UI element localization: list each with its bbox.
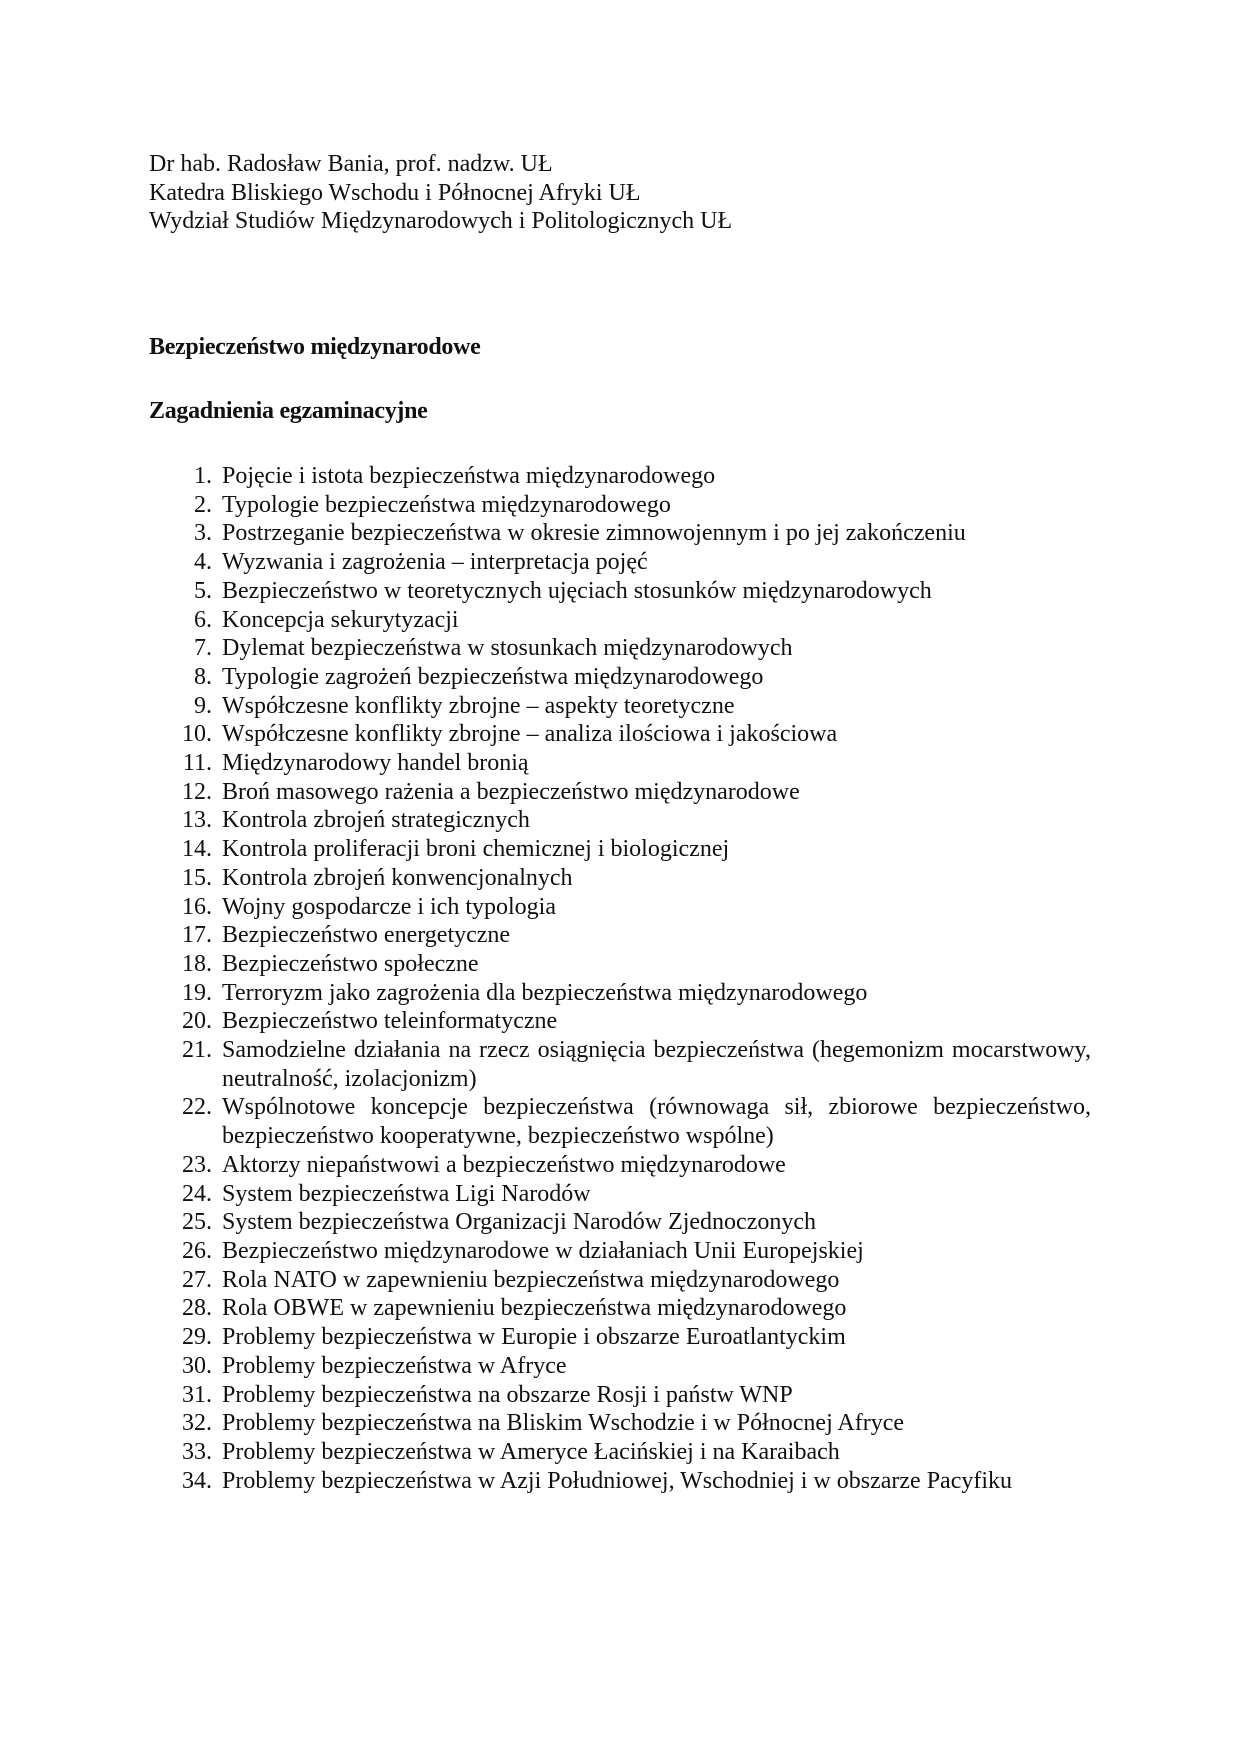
item-number: 9. (194, 692, 212, 719)
list-item (149, 1438, 1091, 1467)
item-number: 10. (182, 721, 212, 748)
list-item (149, 1180, 1091, 1209)
item-text: Rola NATO w zapewnieniu bezpieczeństwa międzynarodowego (222, 1266, 840, 1293)
list-item (149, 806, 1091, 835)
department-name: Katedra Bliskiego Wschodu i Północnej Afryki UŁ (149, 179, 641, 206)
list-item (149, 921, 1091, 950)
item-text: Postrzeganie bezpieczeństwa w okresie zimnowojennym i po jej zakończeniu (222, 520, 966, 547)
item-number: 16. (182, 893, 212, 920)
author-name: Dr hab. Radosław Bania, prof. nadzw. UŁ (149, 151, 553, 177)
item-number: 34. (182, 1467, 212, 1494)
item-text: Problemy bezpieczeństwa w Ameryce Łacińskiej i na Karaibach (222, 1438, 840, 1465)
item-number: 4. (194, 549, 212, 576)
item-number: 22. (182, 1094, 212, 1121)
item-text: Wojny gospodarcze i ich typologia (222, 893, 556, 920)
list-item (149, 577, 1091, 606)
item-number: 1. (194, 463, 212, 489)
list-item (149, 835, 1091, 864)
item-number: 8. (194, 663, 212, 690)
item-number: 27. (182, 1266, 212, 1293)
list-item (149, 1093, 1091, 1150)
item-text: Aktorzy niepaństwowi a bezpieczeństwo międzynarodowe (222, 1151, 786, 1178)
item-text: Kontrola proliferacji broni chemicznej i biologicznej (222, 836, 730, 863)
item-text: Pojęcie i istota bezpieczeństwa międzynarodowego (222, 463, 716, 489)
item-text: Dylemat bezpieczeństwa w stosunkach międzynarodowych (222, 635, 793, 662)
list-item (149, 1352, 1091, 1381)
list-item (149, 1036, 1091, 1093)
item-text: Bezpieczeństwo społeczne (222, 950, 479, 977)
list-item (149, 893, 1091, 922)
item-number: 15. (182, 864, 212, 891)
item-text: Bezpieczeństwo energetyczne (222, 922, 511, 949)
item-text: System bezpieczeństwa Ligi Narodów (222, 1180, 591, 1207)
item-text: Koncepcja sekurytyzacji (222, 606, 459, 633)
item-text: Rola OBWE w zapewnieniu bezpieczeństwa międzynarodowego (222, 1295, 847, 1322)
document-subtitle: Zagadnienia egzaminacyjne (149, 398, 428, 424)
item-number: 33. (182, 1438, 212, 1465)
item-number: 28. (182, 1295, 212, 1322)
list-item (149, 1381, 1091, 1410)
item-text: Bezpieczeństwo międzynarodowe w działaniach Unii Europejskiej (222, 1237, 864, 1264)
list-item (149, 1237, 1091, 1266)
item-number: 21. (182, 1037, 212, 1064)
item-number: 17. (182, 922, 212, 949)
item-number: 32. (182, 1410, 212, 1437)
item-number: 14. (182, 836, 212, 863)
item-text: Wyzwania i zagrożenia – interpretacja pojęć (222, 549, 648, 576)
item-number: 30. (182, 1352, 212, 1379)
faculty-name: Wydział Studiów Międzynarodowych i Politologicznych UŁ (149, 208, 733, 235)
item-number: 13. (182, 807, 212, 834)
list-item (149, 1266, 1091, 1295)
item-text: Typologie bezpieczeństwa międzynarodowego (222, 491, 671, 518)
list-item (149, 1467, 1091, 1496)
item-text: Problemy bezpieczeństwa w Europie i obszarze Euroatlantyckim (222, 1324, 846, 1351)
item-number: 7. (194, 635, 212, 662)
list-item (149, 778, 1091, 807)
item-text: Bezpieczeństwo w teoretycznych ujęciach stosunków międzynarodowych (222, 577, 932, 604)
list-item (149, 548, 1091, 577)
item-number: 18. (182, 950, 212, 977)
item-number: 12. (182, 778, 212, 805)
list-item (149, 1208, 1091, 1237)
list-item (149, 979, 1091, 1008)
list-item (149, 634, 1091, 663)
item-text: Międzynarodowy handel bronią (222, 750, 529, 777)
item-text: Problemy bezpieczeństwa na Bliskim Wschodzie i w Północnej Afryce (222, 1410, 905, 1437)
item-text: System bezpieczeństwa Organizacji Narodów Zjednoczonych (222, 1209, 816, 1236)
list-item (149, 462, 1091, 491)
item-number: 6. (194, 606, 212, 633)
item-text: Problemy bezpieczeństwa w Afryce (222, 1352, 567, 1379)
list-item (149, 720, 1091, 749)
item-number: 29. (182, 1324, 212, 1351)
exam-topics-list (149, 462, 1091, 1495)
list-item (149, 663, 1091, 692)
item-text: Wspólnotowe koncepcje bezpieczeństwa (równowaga sił, zbiorowe bezpieczeństwo, bezpieczeństwo kooperatywne, bezpieczeństwo wspólne) (222, 1094, 1091, 1150)
item-text: Typologie zagrożeń bezpieczeństwa międzynarodowego (222, 663, 764, 690)
list-item (149, 950, 1091, 979)
item-number: 20. (182, 1008, 212, 1035)
list-item (149, 606, 1091, 635)
item-text: Kontrola zbrojeń strategicznych (222, 807, 530, 834)
item-number: 11. (182, 750, 212, 777)
item-text: Samodzielne działania na rzecz osiągnięcia bezpieczeństwa (hegemonizm mocarstwowy, neutralność, izolacjonizm) (222, 1037, 1091, 1092)
list-item (149, 491, 1091, 520)
item-number: 23. (182, 1151, 212, 1178)
item-number: 3. (194, 520, 212, 547)
list-item (149, 864, 1091, 893)
item-text: Problemy bezpieczeństwa na obszarze Rosji i państw WNP (222, 1381, 793, 1408)
list-item (149, 1323, 1091, 1352)
item-number: 19. (182, 979, 212, 1006)
item-text: Broń masowego rażenia a bezpieczeństwo międzynarodowe (222, 778, 800, 805)
item-text: Kontrola zbrojeń konwencjonalnych (222, 864, 573, 891)
item-number: 2. (194, 491, 212, 518)
author-header (149, 150, 732, 236)
list-item (149, 692, 1091, 721)
item-text: Bezpieczeństwo teleinformatyczne (222, 1008, 558, 1035)
list-item (149, 1007, 1091, 1036)
item-number: 24. (182, 1180, 212, 1207)
list-item (149, 1294, 1091, 1323)
item-number: 26. (182, 1237, 212, 1264)
item-number: 25. (182, 1209, 212, 1236)
item-text: Współczesne konflikty zbrojne – analiza ilościowa i jakościowa (222, 721, 838, 748)
item-text: Terroryzm jako zagrożenia dla bezpieczeństwa międzynarodowego (222, 979, 868, 1006)
list-item (149, 1151, 1091, 1180)
document-title: Bezpieczeństwo międzynarodowe (149, 334, 481, 360)
item-number: 31. (182, 1381, 212, 1408)
list-item (149, 1409, 1091, 1438)
item-text: Problemy bezpieczeństwa w Azji Południowej, Wschodniej i w obszarze Pacyfiku (222, 1467, 1013, 1494)
list-item (149, 749, 1091, 778)
item-number: 5. (194, 577, 212, 604)
list-item (149, 519, 1091, 548)
item-text: Współczesne konflikty zbrojne – aspekty teoretyczne (222, 692, 735, 719)
